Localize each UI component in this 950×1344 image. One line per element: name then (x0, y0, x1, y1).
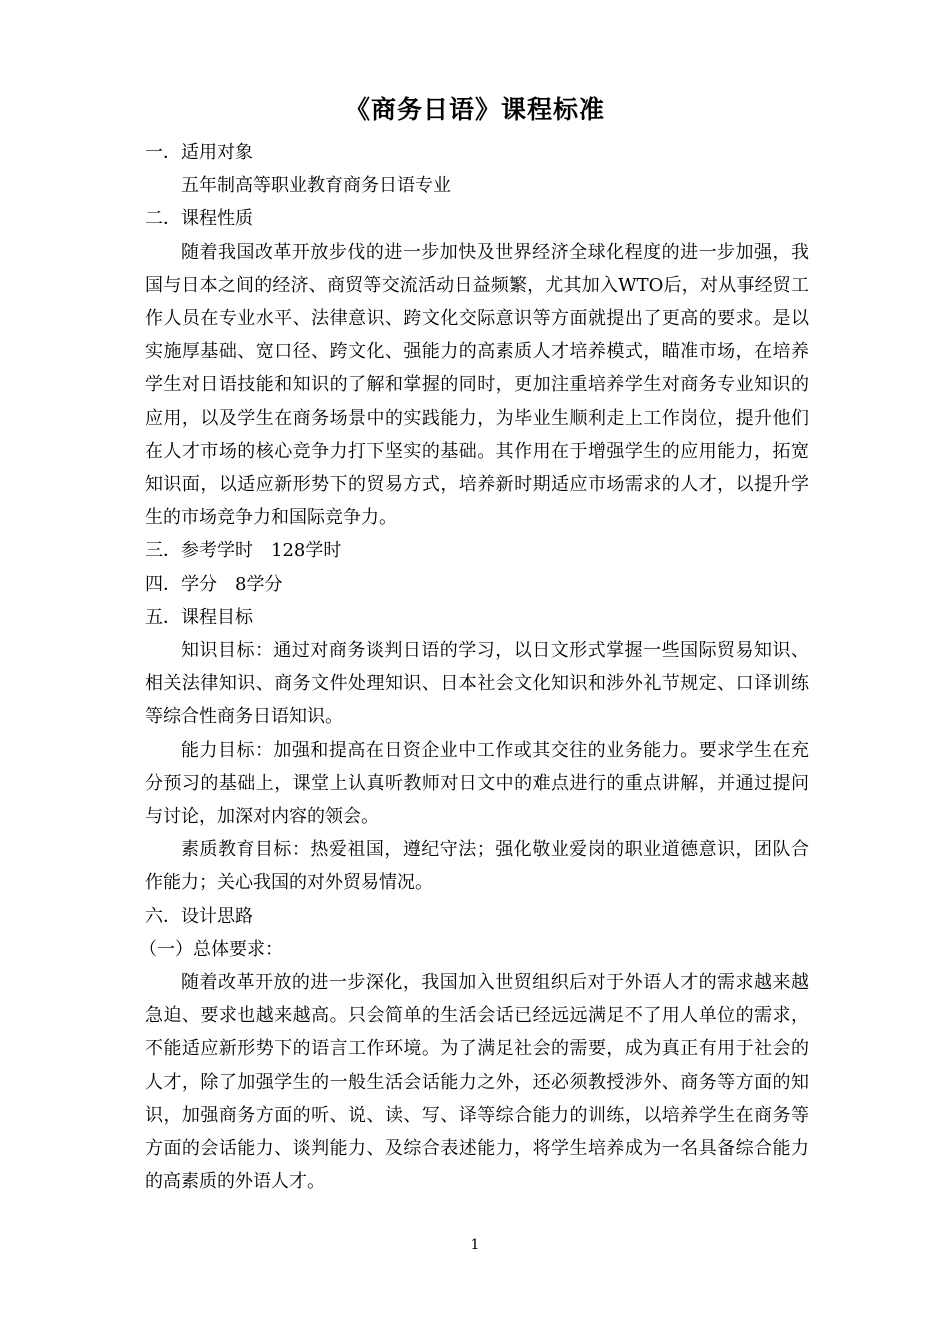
section-heading-reference-hours: 三．参考学时 128学时 (145, 540, 342, 562)
paragraph-ability-objective: 能力目标：加强和提高在日资企业中工作或其交往的业务能力。要求学生在充分预习的基础上，课堂上认真听教师对日文中的难点进行的重点讲解，并通过提问与讨论，加深对内容的领会。 (145, 739, 809, 828)
section-heading-target-audience: 一．适用对象 (145, 142, 253, 163)
section-heading-design-approach: 六．设计思路 (145, 905, 253, 927)
document-title: 《商务日语》课程标准 (344, 95, 605, 124)
page-number: 1 (470, 1237, 480, 1253)
subsection-heading-general-requirements: （一）总体要求： (139, 938, 283, 960)
document-body (139, 136, 809, 1199)
section-heading-course-nature: 二．课程性质 (145, 208, 253, 230)
paragraph-knowledge-objective: 知识目标：通过对商务谈判日语的学习，以日文形式掌握一些国际贸易知识、相关法律知识、商务文件处理知识、日本社会文化知识和涉外礼节规定、口译训练等综合性商务日语知识。 (145, 640, 809, 728)
paragraph-quality-objective: 素质教育目标：热爱祖国，遵纪守法；强化敬业爱岗的职业道德意识，团队合作能力；关心我国的对外贸易情况。 (145, 839, 809, 894)
paragraph-target-audience: 五年制高等职业教育商务日语专业 (181, 175, 451, 197)
paragraph-course-nature: 随着我国改革开放步伐的进一步加快及世界经济全球化程度的进一步加强，我国与日本之间的经济、商贸等交流活动日益频繁，尤其加入WTO后，对从事经贸工作人员在专业水平、法律意识、跨文化交际意识等方面就提出了更高的要求。是以实施厚基础、宽口径、跨文化、强能力的高素质人才培养模式，瞄准市场，在培养学生对日语技能和知识的了解和掌握的同时，更加注重培养学生对商务专业知识的应用，以及学生在商务场景中的实践能力，为毕业生顺利走上工作岗位，提升他们在人才市场的核心竞争力打下坚实的基础。其作用在于增强学生的应用能力，拓宽知识面，以适应新形势下的贸易方式，培养新时期适应市场需求的人才，以提升学生的市场竞争力和国际竞争力。 (145, 241, 809, 529)
paragraph-general-requirements: 随着改革开放的进一步深化，我国加入世贸组织后对于外语人才的需求越来越急迫、要求也越来越高。只会简单的生活会话已经远远满足不了用人单位的需求，不能适应新形势下的语言工作环境。为了满足社会的需要，成为真正有用于社会的人才，除了加强学生的一般生活会话能力之外，还必须教授涉外、商务等方面的知识，加强商务方面的听、说、读、写、译等综合能力的训练，以培养学生在商务等方面的会话能力、谈判能力、及综合表述能力，将学生培养成为一名具备综合能力的高素质的外语人才。 (145, 972, 809, 1193)
section-heading-course-objectives: 五．课程目标 (145, 606, 253, 628)
section-heading-credits: 四．学分 8学分 (145, 573, 283, 595)
